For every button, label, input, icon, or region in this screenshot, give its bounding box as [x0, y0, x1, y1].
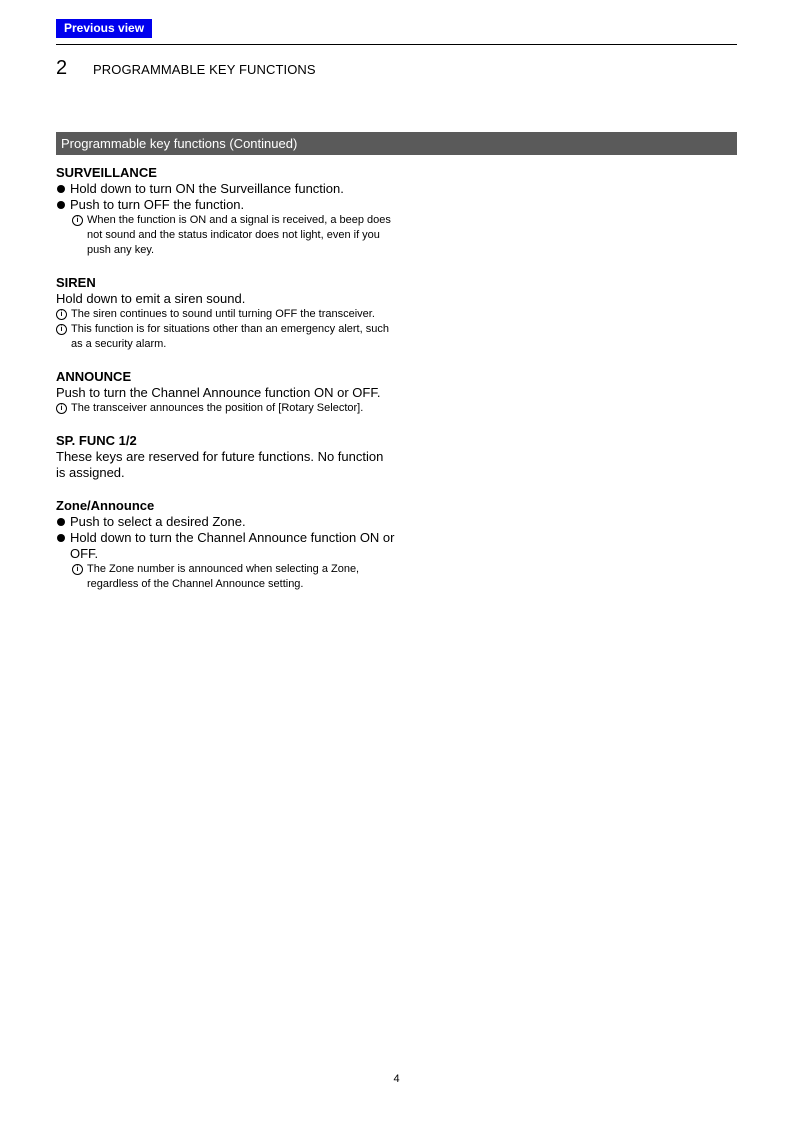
note-text: The siren continues to sound until turning OFF the transceiver.	[71, 308, 375, 320]
note-item	[56, 307, 396, 322]
bullet-icon	[57, 534, 65, 542]
chapter-number: 2	[56, 57, 68, 79]
entry-title: SP. FUNC 1/2	[56, 433, 137, 448]
entry-title: SIREN	[56, 275, 96, 290]
entry-announce	[56, 369, 396, 416]
info-icon: i	[72, 215, 83, 226]
bullet-icon	[57, 518, 65, 526]
bullet-item	[56, 514, 396, 530]
entry-title: Zone/Announce	[56, 498, 155, 513]
entry-text: These keys are reserved for future functions. No function is assigned.	[56, 449, 384, 480]
bullet-item	[56, 197, 396, 213]
entry-siren	[56, 275, 396, 352]
entry-title: SURVEILLANCE	[56, 165, 157, 180]
note-item	[72, 213, 396, 258]
note-item	[72, 562, 396, 592]
entry-text: Push to turn the Channel Announce function ON or OFF.	[56, 385, 381, 400]
note-text: The Zone number is announced when selecting a Zone, regardless of the Channel Announce setting.	[87, 563, 360, 590]
note-item	[56, 401, 396, 416]
bullet-icon	[57, 201, 65, 209]
info-icon: i	[56, 403, 67, 414]
note-item	[56, 322, 396, 352]
bullet-item	[56, 181, 396, 197]
bullet-text: Push to turn OFF the function.	[70, 197, 245, 212]
bullet-text: Hold down to turn ON the Surveillance function.	[70, 181, 344, 196]
page-number: 4	[393, 1073, 400, 1085]
entry-zone-announce	[56, 498, 396, 592]
note-text: The transceiver announces the position of [Rotary Selector].	[71, 402, 364, 414]
info-icon: i	[56, 324, 67, 335]
entry-sp-func	[56, 433, 396, 481]
bullet-item	[56, 530, 396, 562]
note-text: When the function is ON and a signal is received, a beep does not sound and the status indicator does not light, even if you push any key.	[87, 214, 391, 256]
note-text: This function is for situations other than an emergency alert, such as a security alarm.	[71, 323, 389, 350]
content-column	[56, 165, 396, 609]
bullet-text: Push to select a desired Zone.	[70, 514, 246, 529]
section-title-bar: Programmable key functions (Continued)	[56, 132, 737, 155]
bullet-text: Hold down to turn the Channel Announce function ON or OFF.	[70, 530, 395, 561]
entry-text: Hold down to emit a siren sound.	[56, 291, 246, 306]
entry-title: ANNOUNCE	[56, 369, 132, 384]
header-rule	[56, 44, 737, 45]
bullet-icon	[57, 185, 65, 193]
info-icon: i	[56, 309, 67, 320]
entry-surveillance	[56, 165, 396, 258]
chapter-title: PROGRAMMABLE KEY FUNCTIONS	[93, 62, 316, 77]
info-icon: i	[72, 564, 83, 575]
previous-view-button[interactable]: Previous view	[56, 19, 152, 38]
